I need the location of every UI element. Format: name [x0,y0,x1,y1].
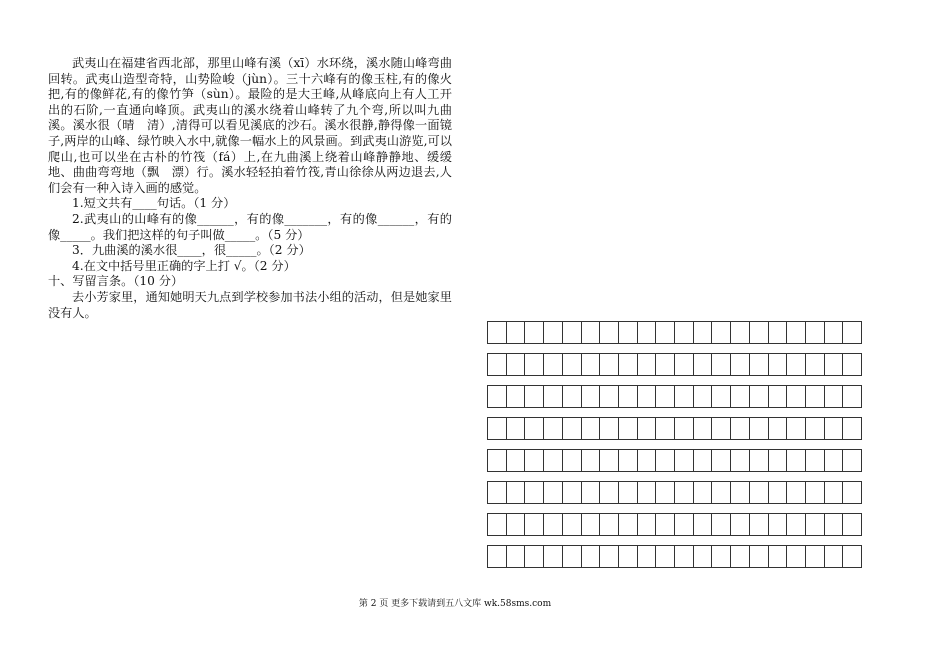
row-gap [487,504,862,513]
grid-cell[interactable] [825,418,844,439]
grid-cell[interactable] [619,482,638,503]
grid-cell[interactable] [694,482,713,503]
grid-cell[interactable] [787,514,806,535]
grid-cell[interactable] [619,386,638,407]
grid-cell[interactable] [731,354,750,375]
grid-cell[interactable] [825,514,844,535]
grid-cell[interactable] [544,450,563,471]
grid-cell[interactable] [600,514,619,535]
grid-cell[interactable] [712,354,731,375]
grid-cell[interactable] [525,514,544,535]
grid-cell[interactable] [563,354,582,375]
grid-cell[interactable] [750,418,769,439]
grid-cell[interactable] [488,546,507,567]
grid-cell[interactable] [750,450,769,471]
grid-cell[interactable] [582,450,601,471]
grid-cell[interactable] [488,482,507,503]
question-3: 3．九曲溪的溪水很____，很_____。（2 分） [72,243,311,258]
grid-cell[interactable] [488,418,507,439]
section-title: 十、写留言条。（10 分） [48,274,184,289]
grid-cell[interactable] [525,322,544,343]
grid-cell[interactable] [525,546,544,567]
grid-cell[interactable] [712,546,731,567]
grid-cell[interactable] [600,546,619,567]
grid-cell[interactable] [843,482,862,503]
grid-cell[interactable] [712,322,731,343]
grid-cell[interactable] [675,450,694,471]
grid-cell[interactable] [525,482,544,503]
grid-cell[interactable] [731,482,750,503]
grid-cell[interactable] [675,354,694,375]
grid-cell[interactable] [750,546,769,567]
grid-row [487,481,862,504]
grid-cell[interactable] [769,450,788,471]
grid-cell[interactable] [787,322,806,343]
reading-column [48,56,452,321]
grid-cell[interactable] [731,386,750,407]
grid-cell[interactable] [694,386,713,407]
grid-cell[interactable] [656,354,675,375]
grid-cell[interactable] [563,386,582,407]
grid-cell[interactable] [656,546,675,567]
grid-cell[interactable] [694,450,713,471]
grid-cell[interactable] [507,514,526,535]
grid-cell[interactable] [843,322,862,343]
grid-cell[interactable] [769,514,788,535]
grid-cell[interactable] [619,450,638,471]
grid-cell[interactable] [600,322,619,343]
row-gap [487,568,862,577]
grid-cell[interactable] [750,386,769,407]
grid-cell[interactable] [750,514,769,535]
grid-cell[interactable] [656,418,675,439]
grid-cell[interactable] [507,354,526,375]
grid-cell[interactable] [619,514,638,535]
grid-cell[interactable] [507,482,526,503]
question-4: 4.在文中括号里正确的字上打 √。（2 分） [72,258,296,273]
grid-cell[interactable] [825,450,844,471]
grid-cell[interactable] [806,418,825,439]
grid-cell[interactable] [825,354,844,375]
grid-cell[interactable] [525,354,544,375]
grid-cell[interactable] [843,354,862,375]
grid-cell[interactable] [638,354,657,375]
grid-cell[interactable] [806,546,825,567]
grid-cell[interactable] [731,418,750,439]
grid-cell[interactable] [563,482,582,503]
question-2: 2.武夷山的山峰有的像______，有的像_______，有的像______，有的像_____。我们把这样的句子叫做_____。（5 分） [48,211,452,242]
grid-cell[interactable] [787,546,806,567]
grid-cell[interactable] [600,386,619,407]
grid-cell[interactable] [843,514,862,535]
grid-cell[interactable] [806,322,825,343]
grid-cell[interactable] [675,322,694,343]
grid-cell[interactable] [825,322,844,343]
grid-cell[interactable] [563,450,582,471]
grid-cell[interactable] [582,546,601,567]
grid-cell[interactable] [750,354,769,375]
grid-cell[interactable] [675,386,694,407]
grid-cell[interactable] [712,514,731,535]
grid-cell[interactable] [619,418,638,439]
grid-cell[interactable] [731,546,750,567]
grid-cell[interactable] [843,450,862,471]
grid-cell[interactable] [619,546,638,567]
grid-cell[interactable] [750,322,769,343]
grid-row [487,385,862,408]
row-gap [487,376,862,385]
grid-cell[interactable] [638,386,657,407]
grid-cell[interactable] [582,514,601,535]
grid-cell[interactable] [731,322,750,343]
grid-cell[interactable] [544,322,563,343]
grid-cell[interactable] [806,482,825,503]
grid-cell[interactable] [769,546,788,567]
grid-cell[interactable] [712,418,731,439]
grid-cell[interactable] [750,482,769,503]
grid-row [487,545,862,568]
grid-cell[interactable] [825,386,844,407]
grid-cell[interactable] [806,386,825,407]
grid-cell[interactable] [787,418,806,439]
grid-cell[interactable] [769,322,788,343]
grid-cell[interactable] [600,354,619,375]
grid-cell[interactable] [638,418,657,439]
grid-cell[interactable] [694,418,713,439]
grid-cell[interactable] [488,322,507,343]
row-gap [487,440,862,449]
grid-cell[interactable] [488,514,507,535]
grid-cell[interactable] [544,354,563,375]
grid-cell[interactable] [806,354,825,375]
grid-cell[interactable] [675,482,694,503]
grid-row [487,321,862,344]
grid-cell[interactable] [582,354,601,375]
grid-cell[interactable] [769,418,788,439]
section-prompt: 去小芳家里，通知她明天九点到学校参加书法小组的活动，但是她家里没有人。 [48,289,452,320]
grid-cell[interactable] [675,546,694,567]
grid-cell[interactable] [507,546,526,567]
grid-cell[interactable] [787,354,806,375]
grid-cell[interactable] [638,546,657,567]
grid-cell[interactable] [582,482,601,503]
grid-cell[interactable] [488,386,507,407]
grid-cell[interactable] [544,386,563,407]
grid-cell[interactable] [825,482,844,503]
grid-cell[interactable] [787,482,806,503]
grid-cell[interactable] [488,354,507,375]
grid-cell[interactable] [525,386,544,407]
grid-cell[interactable] [507,322,526,343]
grid-cell[interactable] [563,322,582,343]
grid-cell[interactable] [582,322,601,343]
page-footer: 第 2 页 更多下载请到五八文库 wk.58sms.com [358,599,552,609]
grid-cell[interactable] [843,386,862,407]
grid-row [487,353,862,376]
grid-cell[interactable] [600,418,619,439]
writing-grid[interactable] [487,321,862,577]
grid-cell[interactable] [525,418,544,439]
passage-paragraph: 武夷山在福建省西北部，那里山峰有溪（xī）水环绕，溪水随山峰弯曲回转。武夷山造型奇特，山势险峻（jùn）。三十六峰有的像玉柱,有的像火把,有的像鲜花,有的像竹笋（sùn）。最险的是大王峰,从峰底向上有人工开出的石阶,一直通向峰顶。武夷山的溪水绕着山峰转了九个弯,所以叫九曲溪。溪水很（晴 清）,清得可以看见溪底的沙石。溪水很静,静得像一面镜子,两岸的山峰、绿竹映入水中,就像一幅水上的风景画。到武夷山游览,可以爬山,也可以坐在古朴的竹筏（fá）上,在九曲溪上绕着山峰静静地、缓缓地、曲曲弯弯地（飘 漂）行。溪水轻轻拍着竹筏,青山徐徐从两边退去,人们会有一种入诗入画的感觉。 [48,56,452,195]
grid-cell[interactable] [712,482,731,503]
grid-cell[interactable] [694,546,713,567]
grid-cell[interactable] [544,514,563,535]
grid-cell[interactable] [843,418,862,439]
grid-cell[interactable] [600,482,619,503]
grid-cell[interactable] [638,514,657,535]
grid-cell[interactable] [582,418,601,439]
grid-cell[interactable] [825,546,844,567]
grid-cell[interactable] [675,514,694,535]
grid-cell[interactable] [712,450,731,471]
grid-cell[interactable] [769,482,788,503]
grid-cell[interactable] [731,450,750,471]
grid-cell[interactable] [525,450,544,471]
grid-cell[interactable] [563,418,582,439]
grid-cell[interactable] [582,386,601,407]
row-gap [487,536,862,545]
grid-cell[interactable] [507,418,526,439]
grid-cell[interactable] [787,386,806,407]
grid-cell[interactable] [563,514,582,535]
grid-cell[interactable] [619,354,638,375]
grid-cell[interactable] [544,418,563,439]
grid-cell[interactable] [694,514,713,535]
grid-cell[interactable] [600,450,619,471]
grid-cell[interactable] [656,482,675,503]
grid-cell[interactable] [544,482,563,503]
grid-cell[interactable] [806,450,825,471]
grid-cell[interactable] [806,514,825,535]
grid-row [487,417,862,440]
grid-cell[interactable] [712,386,731,407]
grid-cell[interactable] [769,386,788,407]
grid-cell[interactable] [656,514,675,535]
grid-cell[interactable] [656,322,675,343]
grid-cell[interactable] [544,546,563,567]
grid-cell[interactable] [638,482,657,503]
grid-cell[interactable] [787,450,806,471]
question-1: 1.短文共有____句话。（1 分） [72,196,236,211]
grid-cell[interactable] [694,322,713,343]
row-gap [487,472,862,481]
grid-cell[interactable] [769,354,788,375]
grid-cell[interactable] [507,386,526,407]
row-gap [487,408,862,417]
row-gap [487,344,862,353]
grid-cell[interactable] [507,450,526,471]
grid-cell[interactable] [638,322,657,343]
grid-row [487,449,862,472]
grid-cell[interactable] [731,514,750,535]
grid-cell[interactable] [488,450,507,471]
grid-cell[interactable] [619,322,638,343]
grid-cell[interactable] [638,450,657,471]
grid-cell[interactable] [675,418,694,439]
grid-cell[interactable] [656,450,675,471]
grid-cell[interactable] [656,386,675,407]
grid-row [487,513,862,536]
grid-cell[interactable] [563,546,582,567]
grid-cell[interactable] [843,546,862,567]
grid-cell[interactable] [694,354,713,375]
